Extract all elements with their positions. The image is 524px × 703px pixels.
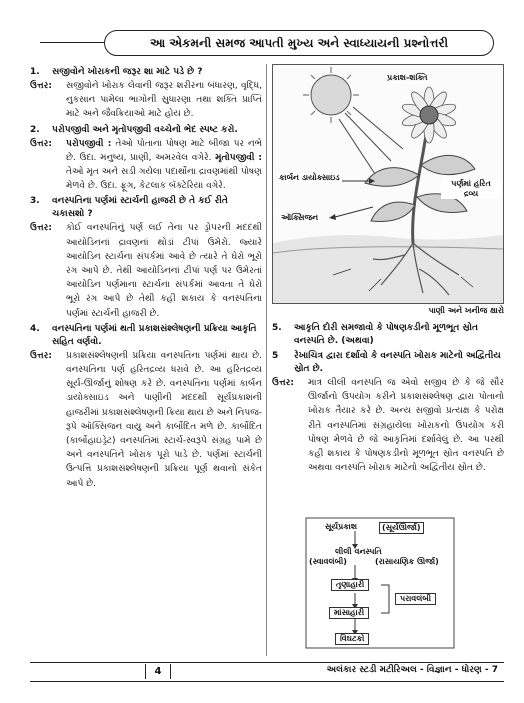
- question-number: 2.: [30, 124, 40, 135]
- answer-label: ઉત્તર:: [30, 223, 52, 234]
- question-number: 4.: [30, 323, 40, 334]
- light-rays: [339, 107, 403, 177]
- footer-text: અલંકાર સ્ટડી મટીરિઅલ - વિજ્ઞાન - ધોરણ - 7: [326, 665, 498, 675]
- flow-sunlight: સૂર્યપ્રકાશ: [325, 522, 357, 531]
- left-column: [30, 64, 262, 491]
- flow-solar-energy: (સૂર્યઊર્જા): [379, 522, 424, 534]
- answer-text: સજીવોને ખોરાક લેવાની જરૂર શરીરના બંધારણ, વૃદ્ધિ, નુકસાન પામેલા ભાગોની સુધારણા તથા શક્તિ પ્રાપ્તિ માટે અને જૈવક્રિયાઓ માટે હોય છે.: [66, 81, 262, 120]
- photosynthesis-figure: [272, 64, 504, 304]
- flow-decomposer: વિઘટકો: [335, 633, 369, 645]
- food-chain-diagram: [305, 517, 455, 649]
- term-parasite: પરોપજીવી :: [66, 138, 112, 149]
- question-1: [30, 66, 262, 79]
- flower-icon: [401, 87, 457, 143]
- question-number: 5.: [272, 323, 282, 333]
- answer-3: [30, 221, 262, 320]
- answer-label: ઉત્તર:: [30, 350, 52, 361]
- label-carbon-dioxide: કાર્બન ડાયોક્સાઇડ: [279, 173, 340, 182]
- question-text: વનસ્પતિના પર્ણમાં સ્ટાર્ચની હાજરી છે તે કઈ રીતે ચકાસશો ?: [52, 196, 228, 220]
- term-saprophyte: મૃતોપજીવી :: [215, 152, 263, 163]
- question-number: 5: [272, 351, 279, 361]
- flow-autotroph: (સ્વાવલંબી): [309, 557, 347, 566]
- flow-green-plant: લીલી વનસ્પતિ: [335, 547, 382, 556]
- question-text: આકૃતિ દોરી સમજાવો કે પોષણકડીનો મૂળભૂત સ્રોત વનસ્પતિ છે. (અથવા): [294, 323, 478, 346]
- answer-4: [30, 349, 262, 491]
- question-text: રેખાચિત્ર દ્વારા દર્શાવો કે વનસ્પતિ ખોરાક માટેનો અદ્વિતીય સ્રોત છે.: [294, 351, 501, 374]
- question-text: વનસ્પતિના પર્ણમાં થતી પ્રકાશસંશ્લેષણની પ્રક્રિયા આકૃતિ સહિત વર્ણવો.: [52, 323, 257, 347]
- right-column: [272, 320, 504, 475]
- flow-chemical-energy: (રાસાયણિક ઊર્જા): [375, 557, 439, 566]
- question-5: [272, 322, 504, 348]
- question-2: [30, 124, 262, 137]
- soil: [273, 235, 503, 303]
- answer-1: [30, 79, 262, 122]
- flow-heterotroph: પરાવલંબી: [395, 593, 436, 605]
- page-footer: [30, 662, 504, 682]
- label-oxygen: ઑક્સિજન: [281, 213, 319, 222]
- answer-2: [30, 137, 262, 194]
- parasite-definition: તેઓ પોતાના પોષણ માટે બીજા પર નભે છે. ઉદા. મનુષ્ય, પ્રાણી, અમરવેલ વગેરે.: [66, 138, 262, 163]
- question-text: પરોપજીવી અને મૃતોપજીવી વચ્ચેનો ભેદ સ્પષ્ટ કરો.: [52, 124, 238, 135]
- answer-label: ઉત્તર:: [272, 378, 294, 388]
- answer-label: ઉત્તર:: [30, 81, 52, 91]
- saprophyte-definition: તેઓ મૃત અને સડી ગયેલા પદાર્થોના દ્રાવણમાંથી પોષણ મેળવે છે. ઉદા. ફૂગ, કેટલાક બૅક્ટેરિયા વગેરે.: [66, 167, 262, 192]
- page-title-text: આ એકમની સમજ આપતી મુખ્ય અને સ્વાધ્યાયની પ્રશ્નોત્તરી: [149, 35, 449, 50]
- label-sunlight: પ્રકાશ-શક્તિ: [387, 73, 428, 82]
- answer-5: [272, 376, 504, 475]
- sun-icon: [303, 67, 359, 123]
- page-title: [104, 30, 494, 56]
- flow-arrows: [305, 517, 455, 649]
- question-3: [30, 195, 262, 221]
- answer-text: [66, 137, 262, 194]
- title-rule: [40, 42, 104, 43]
- question-number: 1.: [30, 67, 40, 77]
- question-number: 3.: [30, 196, 40, 207]
- column-divider: [266, 64, 267, 656]
- flow-herbivore: તૃણાહારી: [331, 579, 369, 591]
- label-chlorophyll: પર્ણમાં હરિત દ્રવ્ય: [441, 179, 501, 199]
- answer-text: પ્રકાશસંશ્લેષણની પ્રક્રિયા વનસ્પતિના પર્ણમાં થાય છે. વનસ્પતિના પર્ણ હરિતદ્રવ્ય ધરાવે છે. આ હરિતદ્રવ્ય સૂર્ય-ઊર્જાનું શોષણ કરે છે. વનસ્પતિના પર્ણમાં કાર્બન ડાયોક્સાઇડ અને પાણીની મદદથી સૂર્યપ્રકાશની હાજરીમાં પ્રકાશસંશ્લેષણની ક્રિયા થાય છે અને નિપજ-રૂપે ઑક્સિજન વાયુ અને કાર્બોદિત મળે છે. કાર્બોદિત (કાર્બોહાઇડ્રેટ) વનસ્પતિમાં સ્ટાર્ચ-સ્વરૂપે સંગ્રહ પામે છે અને વનસ્પતિને ખોરાક પૂરો પાડે છે. પર્ણમાં સ્ટાર્ચની ઉત્પત્તિ પ્રકાશસંશ્લેષણની પ્રક્રિયા પૂર્ણ થવાનો સંકેત આપે છે.: [66, 350, 262, 489]
- answer-text: કોઈ વનસ્પતિનું પર્ણ લઈ તેના પર ડ્રોપરની મદદથી આયોડિનનાં દ્રાવણનાં થોડાં ટીપાં ઉમેરો. જ્યારે આયોડિન સ્ટાર્ચના સંપર્કમાં આવે છે ત્યારે તે ઘેરો ભૂરો રંગ આપે છે. તેથી આયોડિનનાં ટીપાં પર્ણ પર ઉમેરતાં આયોડિન પર્ણમાના સ્ટાર્ચના સંપર્કમાં આવતા તે ઘેરો ભૂરો રંગ આપે છે તેથી કહી શકાય કે વનસ્પતિના પર્ણમાં સ્ટાર્ચની હાજરી છે.: [66, 223, 262, 319]
- question-5-alt: [272, 350, 504, 376]
- page-number: 4: [145, 664, 171, 679]
- question-text: સજીવોને ખોરાકની જરૂર શા માટે પડે છે ?: [52, 67, 203, 77]
- question-4: [30, 323, 262, 349]
- answer-text: માત્ર લીલી વનસ્પતિ જ એવો સજીવ છે કે જે સૌર ઊર્જાનો ઉપયોગ કરીને પ્રકાશસંશ્લેષણ દ્વારા પોતાનો ખોરાક તૈયાર કરે છે. અન્ય સજીવો પ્રત્યક્ષ કે પરોક્ષ રીતે વનસ્પતિમાં સંગ્રહાયેલા ખોરાકનો ઉપયોગ કરી પોષણ મેળવે છે જે આકૃતિમાં દર્શાવેલું છે. આ પરથી કહી શકાય કે પોષણકડીનો મૂળભૂત સ્રોત વનસ્પતિ છે અથવા વનસ્પતિ ખોરાક માટેનો અદ્વિતીય સ્રોત છે.: [308, 378, 504, 474]
- flow-carnivore: માંસાહારી: [329, 607, 369, 619]
- figure-caption: પાણી અને ખનીજ ક્ષારો: [428, 306, 504, 315]
- answer-label: ઉત્તર:: [30, 138, 52, 149]
